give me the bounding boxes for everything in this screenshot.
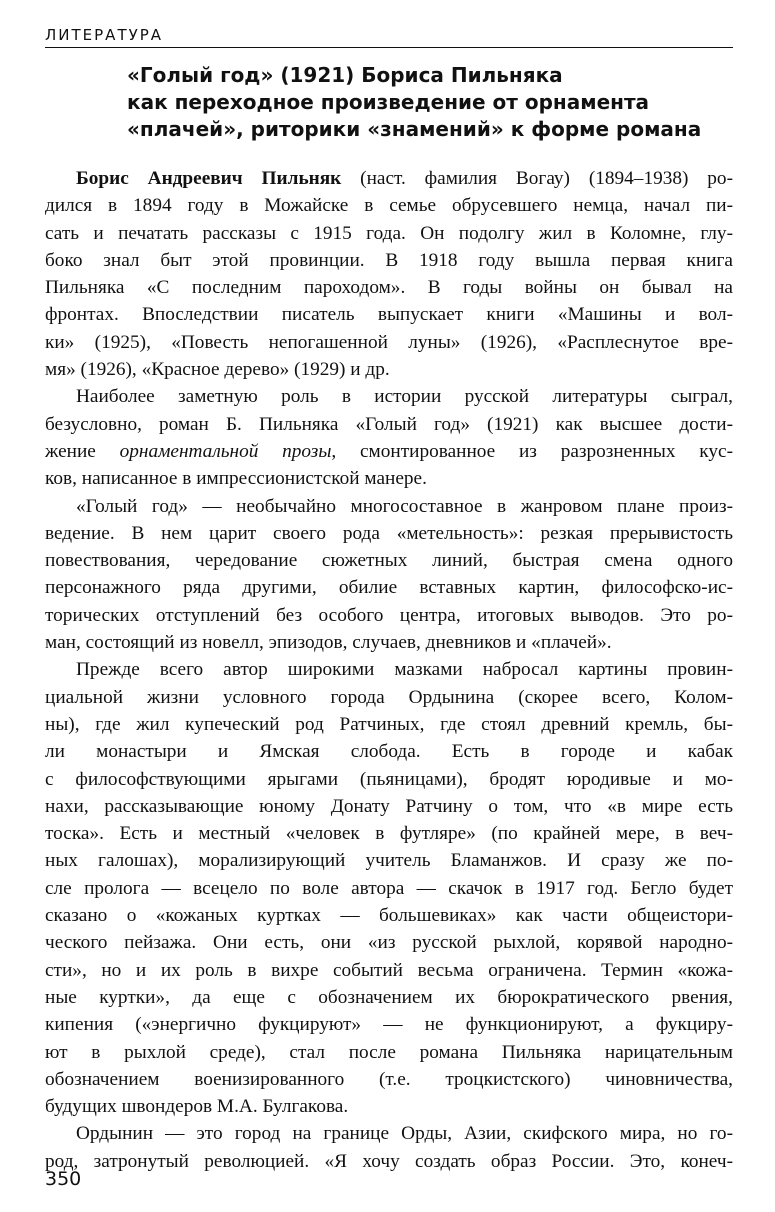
paragraph: [45, 493, 733, 657]
title-line: как переходное произведение от орнамента: [127, 90, 650, 114]
emphasis-term: орнаментальной прозы: [119, 440, 332, 462]
text-run: ны), где жил купеческий род Ратчиных, где стоял древний кремль, бы-: [45, 713, 733, 735]
text-line: [45, 356, 733, 383]
text-run: , смонтированное из разрозненных кус-: [331, 440, 734, 462]
text-line: [45, 520, 733, 547]
text-line: [45, 793, 733, 820]
text-run: торических отступлений без особого центра, итоговых выводов. Это ро-: [45, 604, 733, 626]
text-line: [45, 738, 733, 765]
paragraph: [45, 656, 733, 1120]
text-line: [45, 820, 733, 847]
text-line: [45, 411, 733, 438]
title-line: «Голый год» (1921) Бориса Пильняка: [127, 63, 563, 87]
text-run: Ордынин — это город на границе Орды, Азии, скифского мира, но го-: [76, 1123, 733, 1145]
text-run: ют в рыхлой среде), стал после романа Пильняка нарицательным: [45, 1041, 733, 1063]
text-line: [45, 984, 733, 1011]
text-line: [45, 1093, 733, 1120]
text-line: [45, 547, 733, 574]
text-run: циальной жизни условного города Ордынина (скорее всего, Колом-: [45, 686, 733, 708]
title-line: «плачей», риторики «знамений» к форме романа: [127, 117, 702, 141]
paragraph: [45, 1120, 733, 1175]
text-run: фронтах. Впоследствии писатель выпускает книги «Машины и вол-: [45, 304, 733, 326]
text-line: [45, 465, 733, 492]
text-line: [45, 711, 733, 738]
text-run: дился в 1894 году в Можайске в семье обрусевшего немца, начал пи-: [45, 195, 733, 217]
text-run: будущих швондеров М.А. Булгакова.: [45, 1096, 349, 1118]
running-head: ЛИТЕРАТУРА: [45, 26, 164, 44]
text-line: [45, 1039, 733, 1066]
text-line: [45, 847, 733, 874]
text-run: боко знал быт этой провинции. В 1918 году вышла первая книга: [45, 249, 733, 271]
text-run: ные куртки», да еще с обозначением их бюрократического рвения,: [45, 986, 733, 1008]
text-run: кипения («энергично фукцируют» — не функционируют, а фукциру-: [45, 1014, 733, 1036]
text-run: ческого пейзажа. Они есть, они «из русской рыхлой, корявой народно-: [45, 932, 733, 954]
text-run: Наиболее заметную роль в истории русской литературы сыграл,: [76, 386, 733, 408]
article-body: [45, 165, 733, 1175]
text-run: сказано о «кожаных куртках — большевиках» как части общеистори-: [45, 905, 733, 927]
text-line: [45, 602, 733, 629]
text-run: повествования, чередование сюжетных линий, быстрая смена одного: [45, 550, 733, 572]
text-run: род, затронутый революцией. «Я хочу создать образ России. Это, конеч-: [45, 1150, 733, 1172]
text-run: безусловно, роман Б. Пильняка «Голый год» (1921) как высшее дости-: [45, 413, 733, 435]
text-line: [45, 329, 733, 356]
text-run: сать и печатать рассказы с 1915 года. Он подолгу жил в Коломне, глу-: [45, 222, 733, 244]
text-line: [45, 684, 733, 711]
text-line: [45, 902, 733, 929]
header-rule: [45, 47, 733, 48]
text-line: [45, 192, 733, 219]
text-line: [45, 1011, 733, 1038]
text-line: [45, 766, 733, 793]
text-line: [45, 274, 733, 301]
text-line: [45, 656, 733, 683]
text-run: обозначением военизированного (т.е. троцкистского) чиновничества,: [45, 1068, 733, 1090]
text-run: Прежде всего автор широкими мазками набросал картины провин-: [76, 659, 733, 681]
text-line: [45, 929, 733, 956]
text-line: [45, 383, 733, 410]
text-run: сле пролога — всецело по воле автора — скачок в 1917 год. Бегло будет: [45, 877, 733, 899]
text-run: ведение. В нем царит своего рода «метельность»: резкая прерывистость: [45, 522, 733, 544]
text-run: мя» (1926), «Красное дерево» (1929) и др.: [45, 359, 390, 381]
text-line: [45, 247, 733, 274]
text-run: ки» (1925), «Повесть непогашенной луны» (1926), «Расплеснутое вре-: [45, 331, 733, 353]
text-line: [45, 220, 733, 247]
text-run: ли монастыри и Ямская слобода. Есть в городе и кабак: [45, 741, 733, 763]
text-run: персонажного ряда другими, обилие вставных картин, философско-ис-: [45, 577, 733, 599]
text-run: ман, состоящий из новелл, эпизодов, случаев, дневников и «плачей».: [45, 632, 612, 654]
text-run: нахи, рассказывающие юному Донату Ратчину о том, что «в мире есть: [45, 795, 733, 817]
author-name: Борис Андреевич Пильняк: [76, 168, 342, 189]
paragraph: [45, 383, 733, 492]
text-run: с философствующими ярыгами (пьяницами), бродят юродивые и мо-: [45, 768, 733, 790]
text-run: сти», но и их роль в вихре событий весьма ограничена. Термин «кожа-: [45, 959, 733, 981]
text-run: ков, написанное в импрессионистской манере.: [45, 468, 427, 490]
text-line: [45, 165, 733, 192]
text-line: [45, 875, 733, 902]
text-run: (наст. фамилия Вогау) (1894–1938) ро-: [341, 168, 733, 189]
text-line: [45, 574, 733, 601]
text-line: [45, 1148, 733, 1175]
text-line: [45, 301, 733, 328]
text-line: [45, 1066, 733, 1093]
text-run: жение: [45, 440, 120, 462]
paragraph: [45, 165, 733, 383]
text-run: тоска». Есть и местный «человек в футляре» (по крайней мере, в веч-: [45, 823, 733, 845]
text-line: [45, 957, 733, 984]
text-line: [45, 1120, 733, 1147]
text-run: «Голый год» — необычайно многосоставное в жанровом плане произ-: [76, 495, 733, 517]
text-line: [45, 493, 733, 520]
text-run: Пильняка «С последним пароходом». В годы войны он бывал на: [45, 277, 733, 299]
text-line: [45, 629, 733, 656]
text-line: [45, 438, 733, 465]
text-run: ных галошах), морализирующий учитель Бламанжов. И сразу же по-: [45, 850, 733, 872]
article-title: [127, 62, 742, 143]
page-number: 350: [45, 1168, 82, 1190]
